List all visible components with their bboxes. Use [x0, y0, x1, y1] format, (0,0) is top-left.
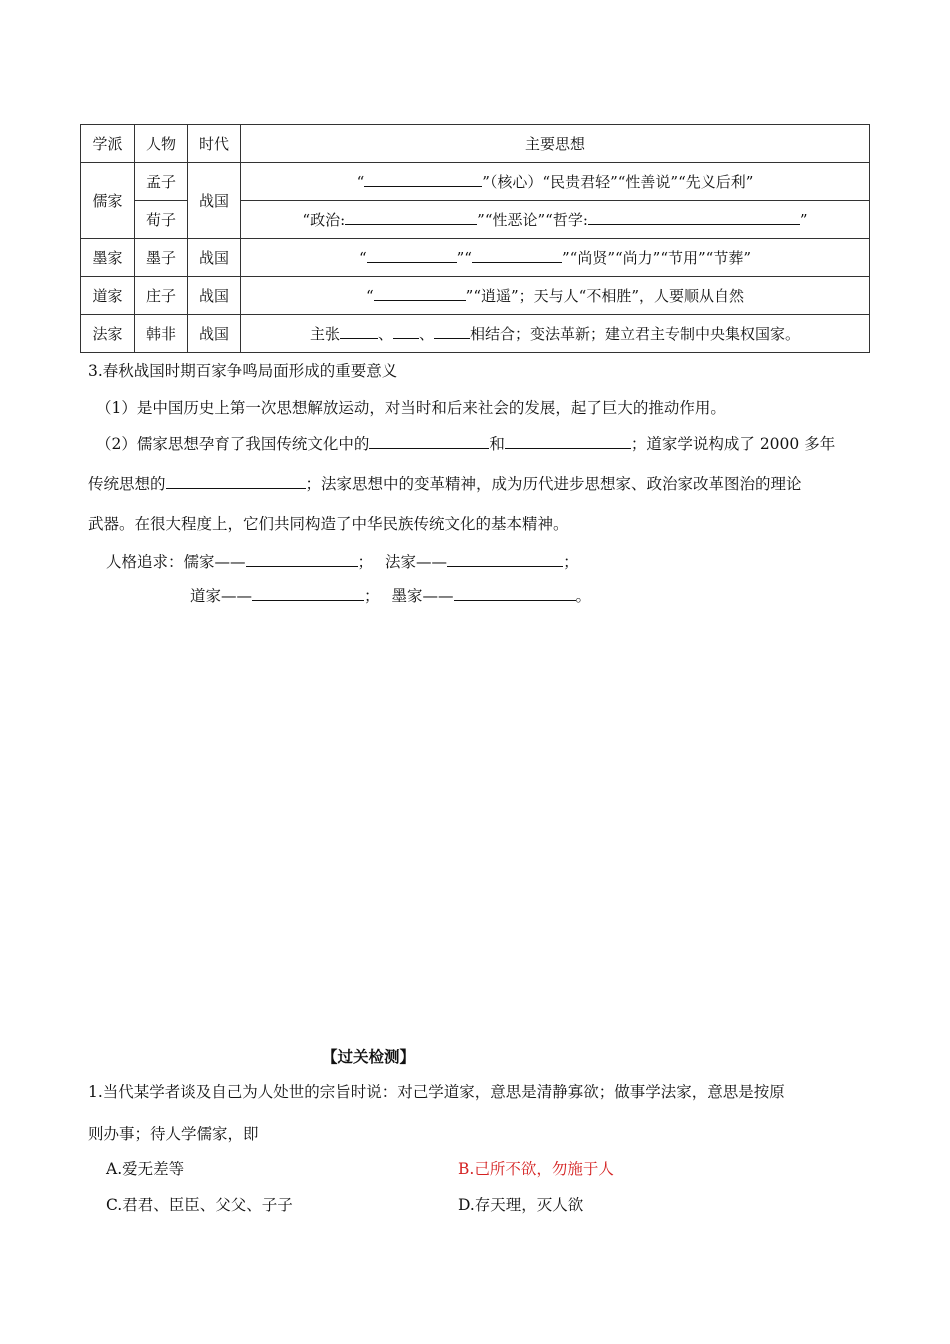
- fill-blank[interactable]: [454, 585, 576, 601]
- option-b-answer[interactable]: B.己所不欲，勿施于人: [458, 1160, 614, 1178]
- fill-blank[interactable]: [252, 585, 364, 601]
- schools-table: [80, 124, 870, 353]
- option-d[interactable]: D.存天理，灭人欲: [458, 1196, 584, 1214]
- fill-blank[interactable]: [434, 323, 470, 339]
- era-ru: 战国: [188, 163, 241, 239]
- header-era: 时代: [188, 125, 241, 163]
- fill-blank[interactable]: [367, 247, 457, 263]
- persona-row-2: 道家—— ； 墨家—— 。: [190, 587, 592, 605]
- table-row: [81, 277, 870, 315]
- person-xunzi: 荀子: [135, 201, 188, 239]
- table-row: [81, 315, 870, 353]
- section3-point2-cont: 传统思想的 ；法家思想中的变革精神，成为历代进步思想家、政治家改革图治的理论: [88, 475, 802, 493]
- fill-blank[interactable]: [588, 209, 800, 225]
- table-row: [81, 163, 870, 201]
- ideas-mengzi: “ ”（核心）“民贵君轻”“性善说”“先义后利”: [241, 163, 870, 201]
- option-c[interactable]: C.君君、臣臣、父父、子子: [106, 1196, 293, 1214]
- check-heading: 【过关检测】: [322, 1047, 416, 1066]
- school-ru: 儒家: [81, 163, 135, 239]
- header-person: 人物: [135, 125, 188, 163]
- section3-point2-end: 武器。在很大程度上，它们共同构造了中华民族传统文化的基本精神。: [88, 515, 569, 533]
- fill-blank[interactable]: [166, 473, 306, 489]
- table-row: [81, 239, 870, 277]
- fill-blank[interactable]: [505, 433, 631, 449]
- section3-title: 3.春秋战国时期百家争鸣局面形成的重要意义: [88, 362, 398, 380]
- section3-point1: （1）是中国历史上第一次思想解放运动，对当时和后来社会的发展，起了巨大的推动作用。: [96, 399, 726, 417]
- person-hanfei: 韩非: [135, 315, 188, 353]
- person-mengzi: 孟子: [135, 163, 188, 201]
- person-zhuangzi: 庄子: [135, 277, 188, 315]
- fill-blank[interactable]: [374, 285, 466, 301]
- school-mo: 墨家: [81, 239, 135, 277]
- question-1-stem: 1.当代某学者谈及自己为人处世的宗旨时说：对己学道家，意思是清静寡欲；做事学法家，意思是按原: [88, 1083, 785, 1101]
- fill-blank[interactable]: [246, 551, 358, 567]
- fill-blank[interactable]: [364, 171, 482, 187]
- fill-blank[interactable]: [472, 247, 562, 263]
- section3-point2: （2）儒家思想孕育了我国传统文化中的 和 ；道家学说构成了 2000 多年: [96, 435, 836, 453]
- fill-blank[interactable]: [393, 323, 419, 339]
- ideas-fa: 主张 、 、 相结合；变法革新；建立君主专制中央集权国家。: [241, 315, 870, 353]
- table-header-row: [81, 125, 870, 163]
- era-mo: 战国: [188, 239, 241, 277]
- school-dao: 道家: [81, 277, 135, 315]
- fill-blank[interactable]: [447, 551, 563, 567]
- fill-blank[interactable]: [369, 433, 489, 449]
- school-fa: 法家: [81, 315, 135, 353]
- header-ideas: 主要思想: [241, 125, 870, 163]
- fill-blank[interactable]: [340, 323, 378, 339]
- ideas-xunzi: “政治: ”“性恶论”“哲学: ”: [241, 201, 870, 239]
- fill-blank[interactable]: [345, 209, 477, 225]
- question-1-stem-cont: 则办事；待人学儒家，即: [88, 1125, 259, 1143]
- era-dao: 战国: [188, 277, 241, 315]
- header-school: 学派: [81, 125, 135, 163]
- ideas-dao: “ ”“逍遥”；天与人“不相胜”，人要顺从自然: [241, 277, 870, 315]
- era-fa: 战国: [188, 315, 241, 353]
- option-a[interactable]: A.爱无差等: [106, 1160, 185, 1178]
- persona-row-1: 人格追求：儒家—— ； 法家—— ；: [106, 553, 579, 571]
- person-mozi: 墨子: [135, 239, 188, 277]
- ideas-mo: “ ”“ ”“尚贤”“尚力”“节用”“节葬”: [241, 239, 870, 277]
